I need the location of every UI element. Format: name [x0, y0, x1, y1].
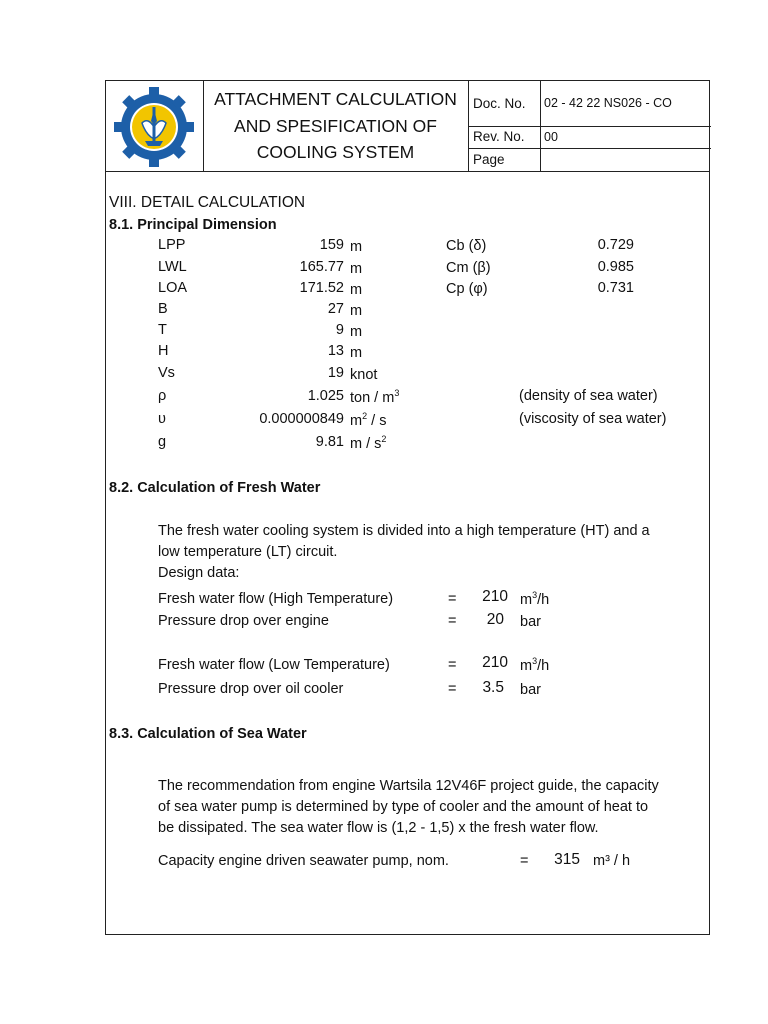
institution-logo-icon — [106, 81, 203, 171]
dim-unit: m — [350, 345, 363, 361]
equals-sign: = — [448, 613, 457, 629]
dim-label: B — [158, 301, 168, 317]
equals-sign: = — [448, 591, 457, 607]
equals-sign: = — [520, 853, 529, 869]
fresh-unit: $m^3/h$ — [520, 656, 550, 674]
page-label: Page — [469, 148, 541, 171]
dim-value: 165.77 — [299, 259, 344, 275]
dim-value: 27 — [327, 301, 344, 317]
dim-unit: m — [350, 303, 363, 319]
dim-label: T — [158, 322, 167, 338]
title-line-1: ATTACHMENT CALCULATION — [214, 89, 457, 109]
dim-note: (density of sea water) — [519, 388, 658, 404]
rev-no-label: Rev. No. — [469, 126, 541, 148]
paragraph-line: The fresh water cooling system is divided into a high temperature (HT) and a — [158, 523, 650, 539]
coeff-value: 0.729 — [597, 237, 634, 253]
dim-label: g — [158, 434, 167, 450]
title-line-3: COOLING SYSTEM — [256, 142, 415, 162]
paragraph-line: Design data: — [158, 565, 240, 581]
paragraph-line: be dissipated. The sea water flow is (1,2 - 1,5) x the fresh water flow. — [158, 820, 599, 836]
dim-note: (viscosity of sea water) — [519, 411, 667, 427]
fresh-label: Fresh water flow (High Temperature) — [158, 591, 394, 607]
dim-unit: m — [350, 324, 363, 340]
dim-unit: m — [350, 282, 363, 298]
fresh-unit: bar — [520, 682, 541, 698]
dim-unit: m — [350, 239, 363, 255]
dim-label: ρ — [158, 388, 167, 404]
coeff-label: Cb (δ) — [446, 238, 487, 254]
coeff-value: 0.985 — [597, 259, 634, 275]
paragraph-line: The recommendation from engine Wartsila 12V46F project guide, the capacity — [158, 778, 659, 794]
fresh-water-heading: 8.2. Calculation of Fresh Water — [109, 480, 321, 496]
fresh-label: Fresh water flow (Low Temperature) — [158, 657, 390, 673]
page-value — [541, 148, 711, 171]
dim-value: 9.81 — [315, 434, 344, 450]
fresh-unit: $m^3/h$ — [520, 590, 550, 608]
fresh-water-description — [158, 521, 650, 584]
dim-label: υ — [158, 411, 166, 427]
equals-sign: = — [448, 681, 457, 697]
equals-sign: = — [448, 657, 457, 673]
title-line-2: AND SPESIFICATION OF — [234, 115, 437, 136]
document-title — [203, 81, 469, 171]
dim-label: Vs — [158, 365, 175, 381]
pump-label: Capacity engine driven seawater pump, nom. — [158, 853, 449, 869]
dim-unit: ton / $m^3$ — [350, 388, 400, 406]
document-header — [106, 81, 709, 172]
paragraph-line: of sea water pump is determined by type of cooler and the amount of heat to — [158, 799, 649, 815]
dim-value: 13 — [327, 343, 344, 359]
rev-no-value: 00 — [544, 130, 558, 144]
doc-no-row — [469, 81, 711, 127]
dim-value: 1.025 — [307, 388, 344, 404]
dim-value: 159 — [319, 237, 344, 253]
dim-label: LWL — [158, 259, 187, 275]
dim-value: 19 — [327, 365, 344, 381]
pump-value: 315 — [554, 851, 580, 868]
dim-label: LOA — [158, 280, 188, 296]
doc-no-value: 02 - 42 22 NS026 - CO — [544, 96, 672, 110]
coeff-label: Cp (φ) — [446, 281, 488, 297]
fresh-value: 3.5 — [482, 679, 504, 696]
doc-no-label: Doc. No. — [469, 81, 541, 126]
fresh-label: Pressure drop over oil cooler — [158, 681, 344, 697]
fresh-value: 210 — [482, 588, 508, 605]
dim-unit: knot — [350, 367, 378, 383]
sea-water-description — [158, 776, 659, 839]
pump-unit: m³ / h — [593, 853, 631, 869]
fresh-label: Pressure drop over engine — [158, 613, 329, 629]
fresh-value: 20 — [486, 611, 504, 628]
rev-no-row — [469, 126, 711, 149]
dim-unit: m — [350, 261, 363, 277]
paragraph-line: low temperature (LT) circuit. — [158, 544, 338, 560]
sea-water-heading: 8.3. Calculation of Sea Water — [109, 726, 307, 742]
dim-label: H — [158, 343, 169, 359]
dim-unit: m / $s^2$ — [350, 434, 387, 452]
coeff-label: Cm (β) — [446, 260, 491, 276]
document-page — [105, 80, 710, 935]
fresh-value: 210 — [482, 654, 508, 671]
dim-label: LPP — [158, 237, 186, 253]
dim-unit: $m^2$ / s — [350, 411, 387, 429]
dim-value: 0.000000849 — [259, 411, 344, 427]
section-title: VIII. DETAIL CALCULATION — [109, 194, 306, 211]
dim-value: 171.52 — [299, 280, 344, 296]
fresh-unit: bar — [520, 614, 541, 630]
logo-cell — [106, 81, 204, 171]
coeff-value: 0.731 — [597, 280, 634, 296]
principal-dimension-heading: 8.1. Principal Dimension — [109, 217, 277, 233]
page-row — [469, 148, 711, 171]
dim-value: 9 — [335, 322, 344, 338]
